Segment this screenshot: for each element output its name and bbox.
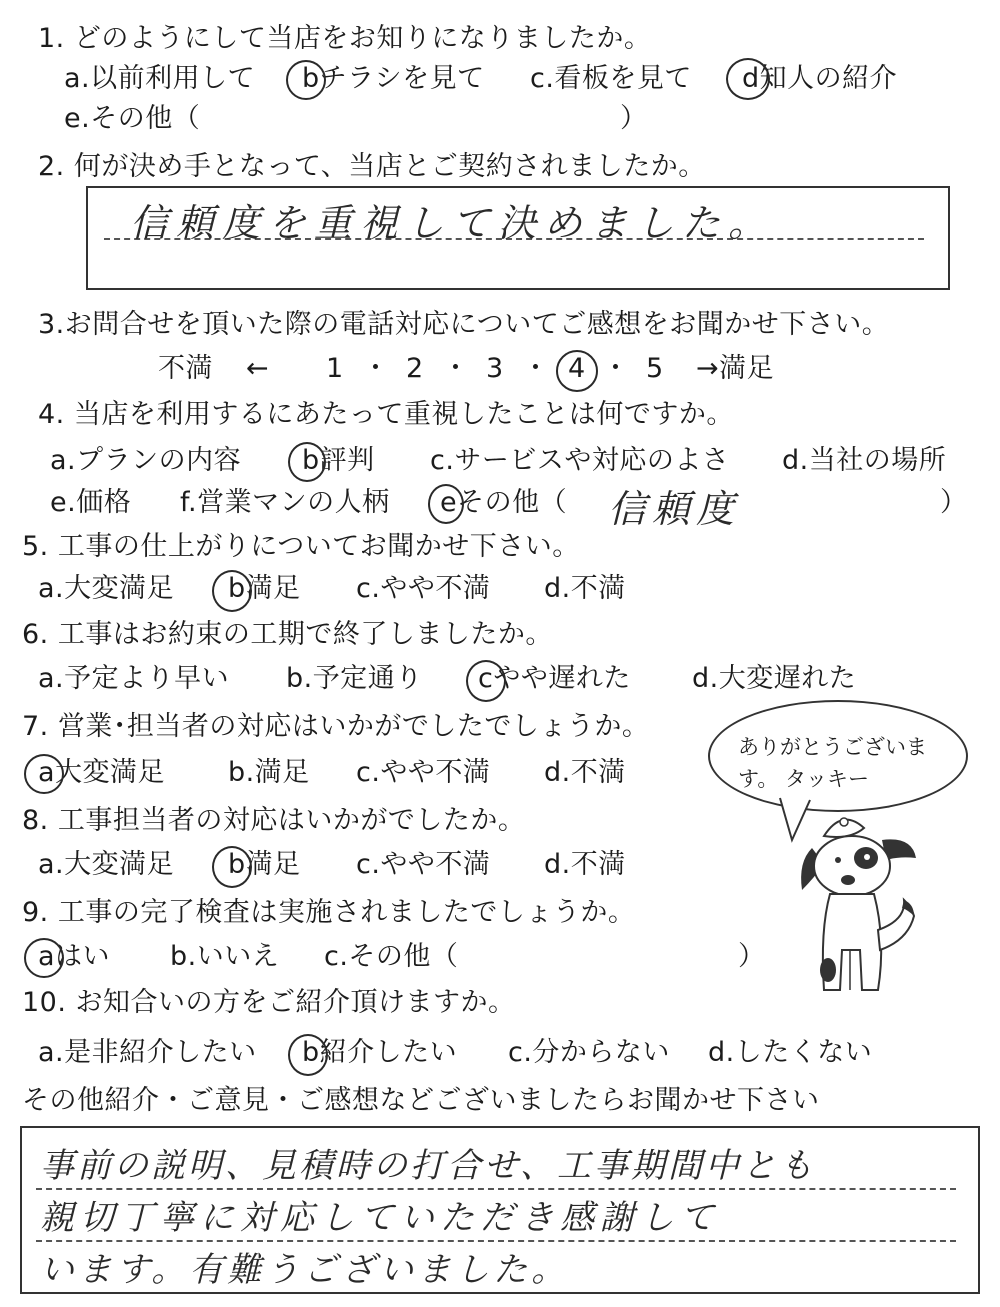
q1-option-a[interactable]: a.以前利用して — [64, 63, 256, 94]
q2-question: 2. 何が決め手となって、当店とご契約されましたか。 — [38, 151, 706, 182]
q9-option-a[interactable]: aはい — [38, 941, 111, 972]
q4-b-circle-mark — [288, 442, 326, 482]
q1-option-c[interactable]: c.看板を見て — [530, 63, 692, 94]
q7-option-c[interactable]: c.やや不満 — [356, 757, 491, 788]
comments-line-3[interactable]: います。有難うございました。 — [40, 1250, 570, 1290]
q4-other-answer[interactable]: 信頼度 — [608, 487, 741, 531]
q1-option-e-close: ） — [620, 103, 648, 134]
q5-option-d[interactable]: d.不満 — [544, 573, 626, 604]
q3-4-circle-mark — [556, 350, 598, 392]
q8-option-a[interactable]: a.大変満足 — [38, 849, 175, 880]
q8-option-d[interactable]: d.不満 — [544, 849, 626, 880]
comments-prompt: その他紹介・ご意見・ご感想などございましたらお聞かせ下さい — [22, 1085, 820, 1116]
q7-option-d[interactable]: d.不満 — [544, 757, 626, 788]
q6-c-circle-mark — [466, 660, 506, 702]
q3-left-arrow: ← — [246, 353, 270, 384]
q4-option-c[interactable]: c.サービスや対応のよさ — [430, 445, 730, 476]
q5-question: 5. 工事の仕上がりについてお聞かせ下さい。 — [22, 531, 580, 562]
q9-option-c-close: ） — [738, 941, 766, 972]
q7-question: 7. 営業･担当者の対応はいかがでしたでしょうか。 — [22, 711, 650, 742]
q1-question: 1. どのようにして当店をお知りになりましたか。 — [38, 23, 652, 54]
q3-separator: ・ — [522, 353, 550, 384]
q5-option-c[interactable]: c.やや不満 — [356, 573, 491, 604]
q3-separator: ・ — [602, 353, 630, 384]
q2-answer[interactable]: 信頼度を重視して決めました。 — [130, 201, 775, 245]
comments-line-1[interactable]: 事前の説明、見積時の打合せ、工事期間中とも — [40, 1146, 816, 1186]
q3-scale-1[interactable]: 1 — [326, 353, 344, 384]
q9-option-b[interactable]: b.いいえ — [170, 941, 280, 972]
q6-option-c[interactable]: cやや遅れた — [478, 663, 631, 694]
q3-left-label: 不満 — [158, 353, 213, 384]
q3-separator: ・ — [442, 353, 470, 384]
q3-scale-2[interactable]: 2 — [406, 353, 424, 384]
q9-a-circle-mark — [24, 938, 64, 978]
q1-d-circle-mark — [726, 58, 770, 100]
q4-option-e[interactable]: e.価格 — [50, 487, 132, 518]
q7-a-circle-mark — [24, 754, 64, 794]
q9-option-c[interactable]: c.その他（ — [324, 941, 459, 972]
bubble-text-line-1: ありがとうございま — [738, 735, 927, 759]
q1-b-circle-mark — [286, 60, 326, 100]
q1-option-d[interactable]: d知人の紹介 — [742, 63, 898, 94]
q4-option-d[interactable]: d.当社の場所 — [782, 445, 947, 476]
q6-option-d[interactable]: d.大変遅れた — [692, 663, 857, 694]
q8-option-c[interactable]: c.やや不満 — [356, 849, 491, 880]
q8-question: 8. 工事担当者の対応はいかがでしたか。 — [22, 805, 526, 836]
q3-scale-3[interactable]: 3 — [486, 353, 504, 384]
q5-option-a[interactable]: a.大変満足 — [38, 573, 175, 604]
q10-option-c[interactable]: c.分からない — [508, 1037, 670, 1068]
q10-option-a[interactable]: a.是非紹介したい — [38, 1037, 257, 1068]
q4-option-b[interactable]: b評判 — [302, 445, 375, 476]
bubble-text-line-2: す。 タッキー — [738, 767, 869, 791]
q10-option-b[interactable]: b紹介したい — [302, 1037, 458, 1068]
dog-mascot-icon — [790, 800, 930, 1010]
q4-option-f[interactable]: f.営業マンの人柄 — [180, 487, 390, 518]
q6-option-b[interactable]: b.予定通り — [286, 663, 423, 694]
q5-option-b[interactable]: b満足 — [228, 573, 301, 604]
q10-b-circle-mark — [288, 1034, 328, 1076]
comments-line-2[interactable]: 親切丁寧に対応していただき感謝して — [40, 1198, 720, 1238]
q5-b-circle-mark — [212, 570, 252, 612]
q6-option-a[interactable]: a.予定より早い — [38, 663, 230, 694]
q7-option-a[interactable]: a大変満足 — [38, 757, 166, 788]
q7-option-b[interactable]: b.満足 — [228, 757, 310, 788]
q4-option-other[interactable]: eその他（ — [440, 487, 568, 518]
q3-question: 3.お問合せを頂いた際の電話対応についてご感想をお聞かせ下さい。 — [38, 309, 890, 340]
q1-option-e[interactable]: e.その他（ — [64, 103, 201, 134]
q3-scale-5[interactable]: 5 — [646, 353, 664, 384]
q4-option-other-close: ） — [940, 487, 968, 518]
q10-question: 10. お知合いの方をご紹介頂けますか。 — [22, 987, 516, 1018]
q4-option-a[interactable]: a.プランの内容 — [50, 445, 242, 476]
q3-right-label: →満足 — [696, 353, 775, 384]
q10-option-d[interactable]: d.したくない — [708, 1037, 873, 1068]
q8-option-b[interactable]: b満足 — [228, 849, 301, 880]
q1-option-b[interactable]: bチラシを見て — [302, 63, 485, 94]
q3-scale-4[interactable]: 4 — [568, 353, 586, 384]
q9-question: 9. 工事の完了検査は実施されましたでしょうか。 — [22, 897, 636, 928]
q4-other-circle-mark — [428, 484, 464, 524]
q4-question: 4. 当店を利用するにあたって重視したことは何ですか。 — [38, 399, 734, 430]
q6-question: 6. 工事はお約束の工期で終了しましたか。 — [22, 619, 553, 650]
q3-separator: ・ — [362, 353, 390, 384]
q8-b-circle-mark — [212, 846, 252, 888]
